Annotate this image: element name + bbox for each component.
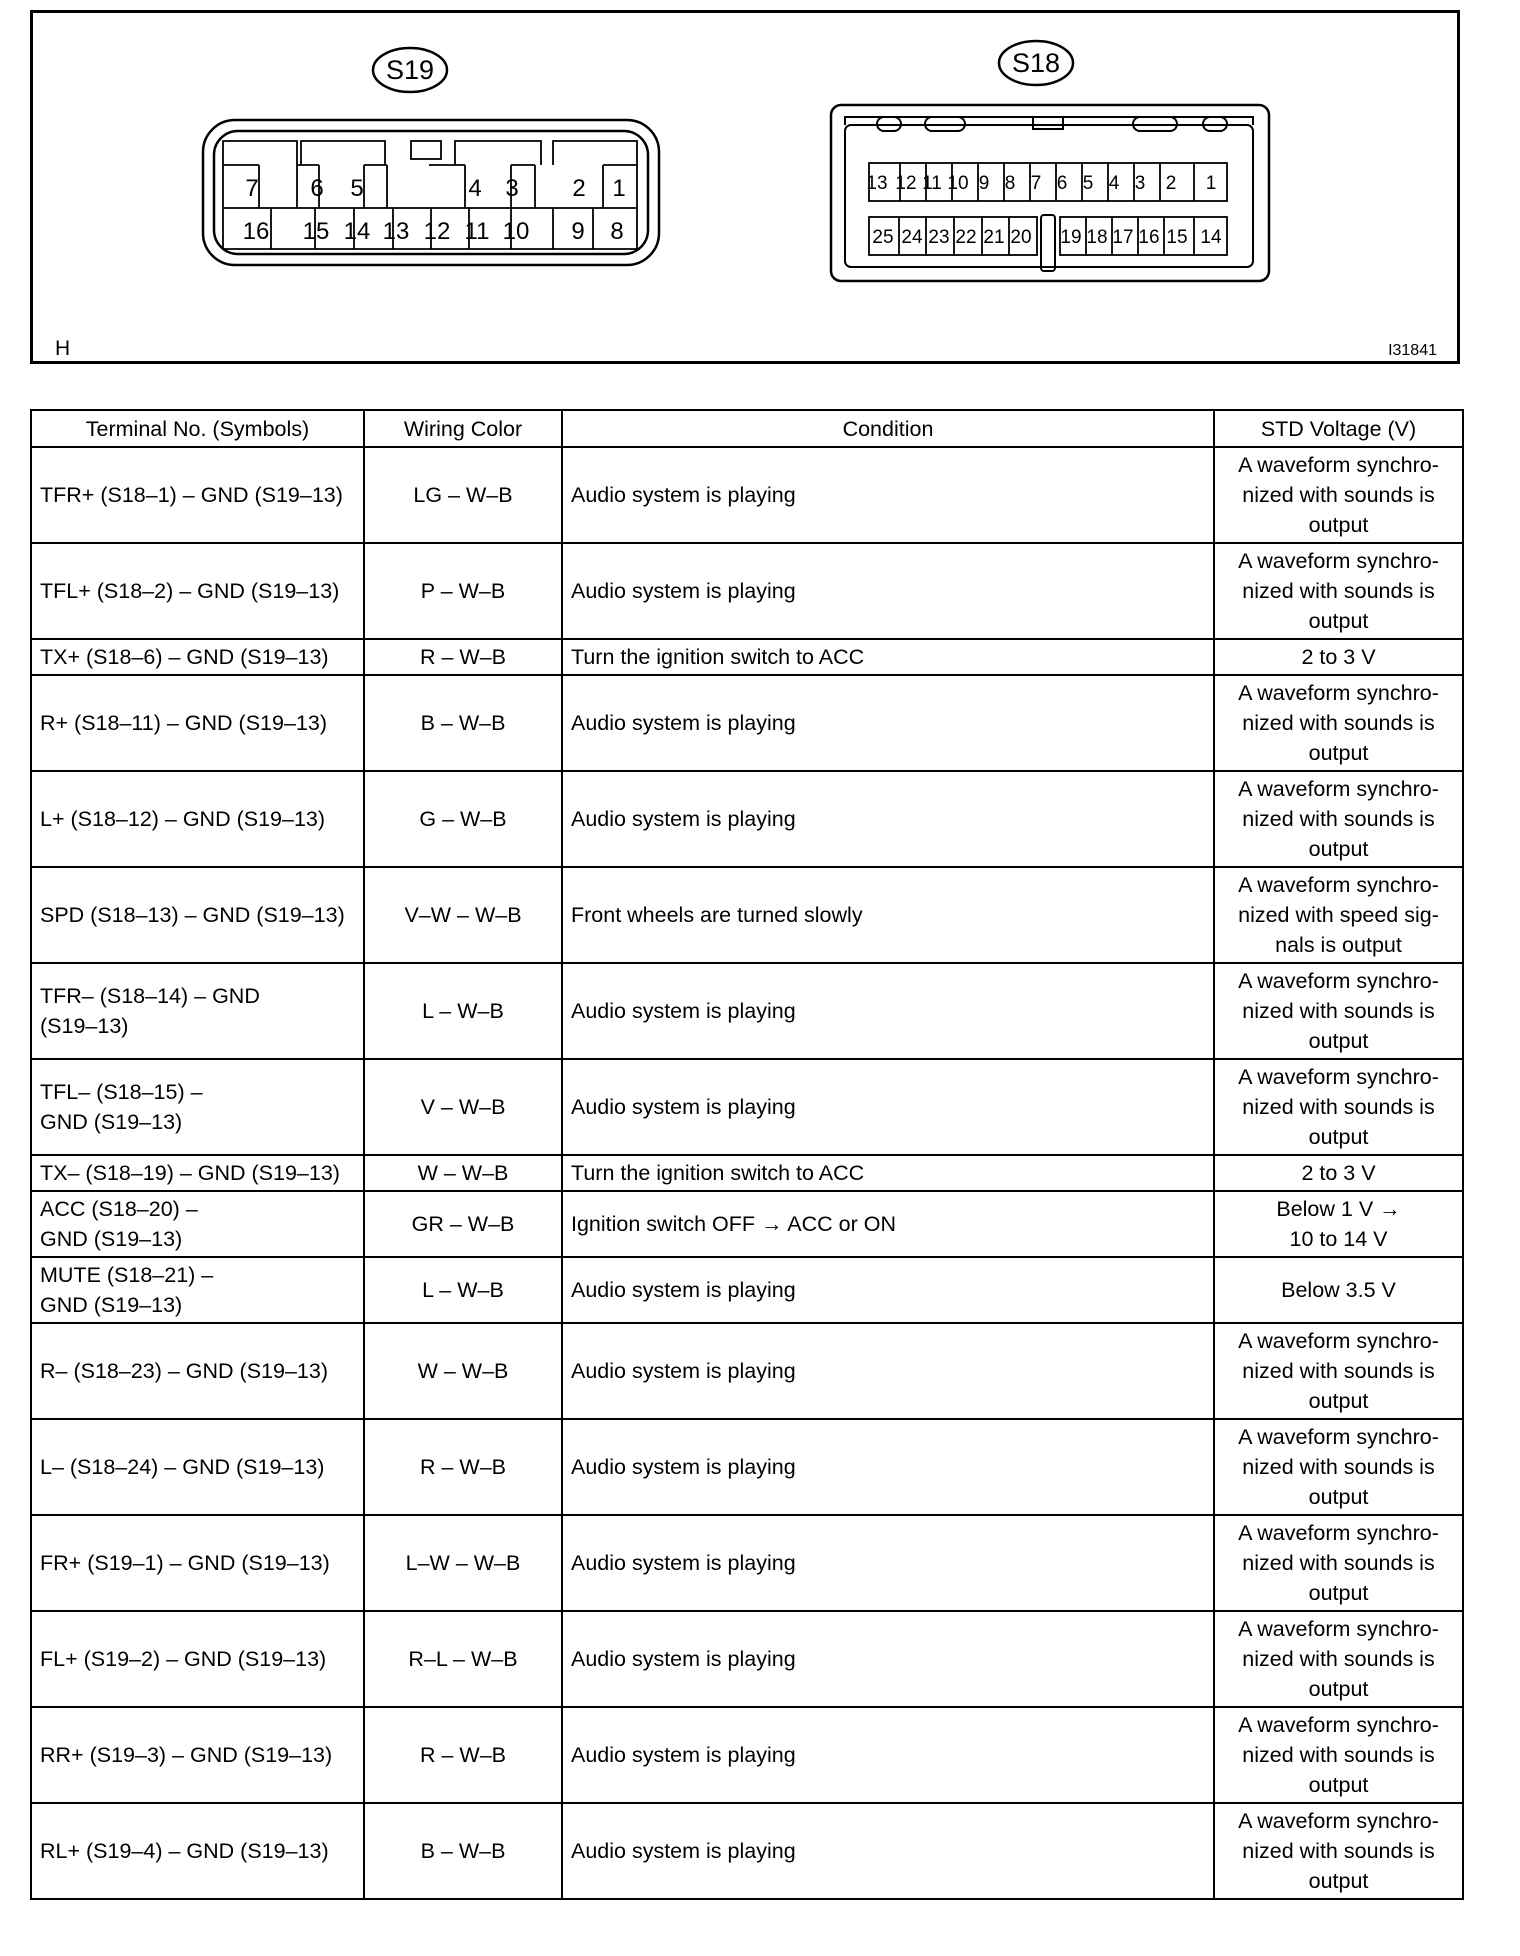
terminal-cell: R– (S18–23) – GND (S19–13) bbox=[31, 1323, 364, 1419]
s18-pin-number: 1 bbox=[1205, 173, 1217, 194]
terminal-cell: R+ (S18–11) – GND (S19–13) bbox=[31, 675, 364, 771]
s19-pin-number: 15 bbox=[302, 218, 330, 245]
s19-pin-number: 2 bbox=[572, 175, 586, 202]
std-voltage-cell: A waveform synchro- nized with sounds is output bbox=[1214, 1059, 1463, 1155]
std-voltage-cell: Below 1 V → 10 to 14 V bbox=[1214, 1191, 1463, 1257]
condition-cell: Audio system is playing bbox=[562, 1611, 1214, 1707]
s19-pin-number: 13 bbox=[382, 218, 410, 245]
s19-pin-number: 10 bbox=[502, 218, 530, 245]
s19-pin-number: 5 bbox=[350, 175, 364, 202]
table-row bbox=[31, 447, 1463, 543]
wiring-color-cell: L – W–B bbox=[364, 963, 562, 1059]
condition-cell: Audio system is playing bbox=[562, 1059, 1214, 1155]
s19-pin-number: 12 bbox=[423, 218, 451, 245]
std-voltage-cell: A waveform synchro- nized with speed sig- nals is output bbox=[1214, 867, 1463, 963]
connector-diagram bbox=[33, 13, 1457, 361]
s18-pin-number: 19 bbox=[1060, 227, 1082, 248]
terminal-cell: L+ (S18–12) – GND (S19–13) bbox=[31, 771, 364, 867]
connector-figure bbox=[30, 10, 1460, 364]
s18-pin-number: 11 bbox=[922, 173, 942, 194]
s18-pin-number: 10 bbox=[947, 173, 969, 194]
s18-pin-number: 20 bbox=[1010, 227, 1032, 248]
wiring-color-cell: R–L – W–B bbox=[364, 1611, 562, 1707]
table-row bbox=[31, 1191, 1463, 1257]
table-row bbox=[31, 1257, 1463, 1323]
table-row bbox=[31, 1155, 1463, 1191]
terminal-cell: TFL+ (S18–2) – GND (S19–13) bbox=[31, 543, 364, 639]
table-row bbox=[31, 1803, 1463, 1899]
condition-cell: Audio system is playing bbox=[562, 1803, 1214, 1899]
s19-pin-numbers bbox=[243, 175, 626, 245]
condition-cell: Audio system is playing bbox=[562, 963, 1214, 1059]
s18-pin-number: 5 bbox=[1082, 173, 1094, 194]
s18-pin-number: 15 bbox=[1166, 227, 1188, 248]
s19-pin-number: 16 bbox=[242, 218, 270, 245]
condition-cell: Audio system is playing bbox=[562, 543, 1214, 639]
s18-pin-number: 4 bbox=[1108, 173, 1120, 194]
std-voltage-cell: A waveform synchro- nized with sounds is output bbox=[1214, 1803, 1463, 1899]
std-voltage-cell: A waveform synchro- nized with sounds is output bbox=[1214, 963, 1463, 1059]
condition-cell: Audio system is playing bbox=[562, 675, 1214, 771]
terminal-cell: ACC (S18–20) – GND (S19–13) bbox=[31, 1191, 364, 1257]
header-terminal: Terminal No. (Symbols) bbox=[31, 410, 364, 447]
table-row bbox=[31, 1419, 1463, 1515]
terminal-cell: L– (S18–24) – GND (S19–13) bbox=[31, 1419, 364, 1515]
terminal-cell: TFL– (S18–15) – GND (S19–13) bbox=[31, 1059, 364, 1155]
wiring-color-cell: V – W–B bbox=[364, 1059, 562, 1155]
wiring-color-cell: W – W–B bbox=[364, 1155, 562, 1191]
s18-pin-numbers bbox=[866, 173, 1222, 248]
condition-cell: Audio system is playing bbox=[562, 447, 1214, 543]
s19-connector-name: S19 bbox=[385, 55, 435, 85]
s18-pin-number: 7 bbox=[1030, 173, 1042, 194]
header-condition: Condition bbox=[562, 410, 1214, 447]
terminal-cell: FR+ (S19–1) – GND (S19–13) bbox=[31, 1515, 364, 1611]
std-voltage-cell: A waveform synchro- nized with sounds is output bbox=[1214, 1707, 1463, 1803]
s18-pin-number: 3 bbox=[1134, 173, 1146, 194]
s18-pin-number: 18 bbox=[1086, 227, 1108, 248]
condition-cell: Turn the ignition switch to ACC bbox=[562, 1155, 1214, 1191]
table-row bbox=[31, 867, 1463, 963]
wiring-color-cell: R – W–B bbox=[364, 1707, 562, 1803]
wiring-color-cell: LG – W–B bbox=[364, 447, 562, 543]
figure-id: I31841 bbox=[1388, 342, 1437, 359]
s19-pin-number: 9 bbox=[571, 218, 585, 245]
s18-pin-number: 12 bbox=[895, 173, 917, 194]
terminal-cell: FL+ (S19–2) – GND (S19–13) bbox=[31, 1611, 364, 1707]
wiring-color-cell: V–W – W–B bbox=[364, 867, 562, 963]
s19-pin-number: 14 bbox=[343, 218, 371, 245]
s19-pin-number: 11 bbox=[464, 218, 490, 245]
std-voltage-cell: A waveform synchro- nized with sounds is output bbox=[1214, 543, 1463, 639]
terminal-cell: RL+ (S19–4) – GND (S19–13) bbox=[31, 1803, 364, 1899]
terminal-cell: TFR– (S18–14) – GND (S19–13) bbox=[31, 963, 364, 1059]
std-voltage-cell: A waveform synchro- nized with sounds is output bbox=[1214, 1611, 1463, 1707]
s18-pin-number: 6 bbox=[1056, 173, 1068, 194]
wiring-color-cell: R – W–B bbox=[364, 1419, 562, 1515]
table-row bbox=[31, 675, 1463, 771]
condition-cell: Audio system is playing bbox=[562, 1707, 1214, 1803]
s18-pin-number: 16 bbox=[1138, 227, 1160, 248]
table-row bbox=[31, 639, 1463, 675]
wiring-color-cell: W – W–B bbox=[364, 1323, 562, 1419]
std-voltage-cell: A waveform synchro- nized with sounds is output bbox=[1214, 675, 1463, 771]
s18-pin-number: 9 bbox=[978, 173, 990, 194]
terminal-cell: SPD (S18–13) – GND (S19–13) bbox=[31, 867, 364, 963]
condition-cell: Turn the ignition switch to ACC bbox=[562, 639, 1214, 675]
s18-pin-number: 13 bbox=[866, 173, 888, 194]
table-row bbox=[31, 1707, 1463, 1803]
s19-pin-number: 1 bbox=[612, 175, 626, 202]
s19-pin-number: 3 bbox=[505, 175, 519, 202]
s19-pin-number: 6 bbox=[310, 175, 324, 202]
table-row bbox=[31, 1515, 1463, 1611]
header-std-voltage: STD Voltage (V) bbox=[1214, 410, 1463, 447]
std-voltage-cell: A waveform synchro- nized with sounds is output bbox=[1214, 447, 1463, 543]
s18-pin-number: 23 bbox=[928, 227, 950, 248]
table-row bbox=[31, 543, 1463, 639]
terminal-cell: TFR+ (S18–1) – GND (S19–13) bbox=[31, 447, 364, 543]
terminal-cell: TX– (S18–19) – GND (S19–13) bbox=[31, 1155, 364, 1191]
s18-pin-number: 22 bbox=[955, 227, 977, 248]
std-voltage-cell: A waveform synchro- nized with sounds is output bbox=[1214, 1323, 1463, 1419]
table-body bbox=[31, 447, 1463, 1899]
table-row bbox=[31, 771, 1463, 867]
table-row bbox=[31, 1059, 1463, 1155]
s18-pin-number: 14 bbox=[1200, 227, 1222, 248]
wiring-color-cell: GR – W–B bbox=[364, 1191, 562, 1257]
std-voltage-cell: 2 to 3 V bbox=[1214, 1155, 1463, 1191]
wiring-color-cell: L – W–B bbox=[364, 1257, 562, 1323]
s19-pin-number: 7 bbox=[245, 175, 259, 202]
s18-pin-number: 17 bbox=[1112, 227, 1134, 248]
table-row bbox=[31, 1611, 1463, 1707]
std-voltage-cell: A waveform synchro- nized with sounds is output bbox=[1214, 1419, 1463, 1515]
condition-cell: Audio system is playing bbox=[562, 1515, 1214, 1611]
wiring-color-cell: B – W–B bbox=[364, 1803, 562, 1899]
condition-cell: Audio system is playing bbox=[562, 1257, 1214, 1323]
s18-pin-number: 25 bbox=[872, 227, 894, 248]
s19-pin-number: 8 bbox=[610, 218, 624, 245]
terminal-cell: MUTE (S18–21) – GND (S19–13) bbox=[31, 1257, 364, 1323]
std-voltage-cell: 2 to 3 V bbox=[1214, 639, 1463, 675]
terminal-cell: TX+ (S18–6) – GND (S19–13) bbox=[31, 639, 364, 675]
condition-cell: Audio system is playing bbox=[562, 771, 1214, 867]
table-row bbox=[31, 1323, 1463, 1419]
std-voltage-cell: A waveform synchro- nized with sounds is output bbox=[1214, 1515, 1463, 1611]
std-voltage-cell: A waveform synchro- nized with sounds is output bbox=[1214, 771, 1463, 867]
condition-cell: Front wheels are turned slowly bbox=[562, 867, 1214, 963]
s18-pin-number: 8 bbox=[1004, 173, 1016, 194]
table-header-row bbox=[31, 410, 1463, 447]
wiring-color-cell: B – W–B bbox=[364, 675, 562, 771]
s18-pin-number: 2 bbox=[1165, 173, 1177, 194]
s19-pin-number: 4 bbox=[468, 175, 482, 202]
s18-pin-number: 21 bbox=[983, 227, 1005, 248]
terminal-voltage-table bbox=[30, 409, 1464, 1900]
s18-connector-name: S18 bbox=[1011, 48, 1061, 78]
figure-corner-label: H bbox=[55, 337, 71, 360]
wiring-color-cell: R – W–B bbox=[364, 639, 562, 675]
wiring-color-cell: L–W – W–B bbox=[364, 1515, 562, 1611]
table-row bbox=[31, 963, 1463, 1059]
condition-cell: Ignition switch OFF → ACC or ON bbox=[562, 1191, 1214, 1257]
std-voltage-cell: Below 3.5 V bbox=[1214, 1257, 1463, 1323]
s18-pin-number: 24 bbox=[901, 227, 923, 248]
wiring-color-cell: G – W–B bbox=[364, 771, 562, 867]
condition-cell: Audio system is playing bbox=[562, 1323, 1214, 1419]
condition-cell: Audio system is playing bbox=[562, 1419, 1214, 1515]
terminal-cell: RR+ (S19–3) – GND (S19–13) bbox=[31, 1707, 364, 1803]
wiring-color-cell: P – W–B bbox=[364, 543, 562, 639]
header-wiring-color: Wiring Color bbox=[364, 410, 562, 447]
